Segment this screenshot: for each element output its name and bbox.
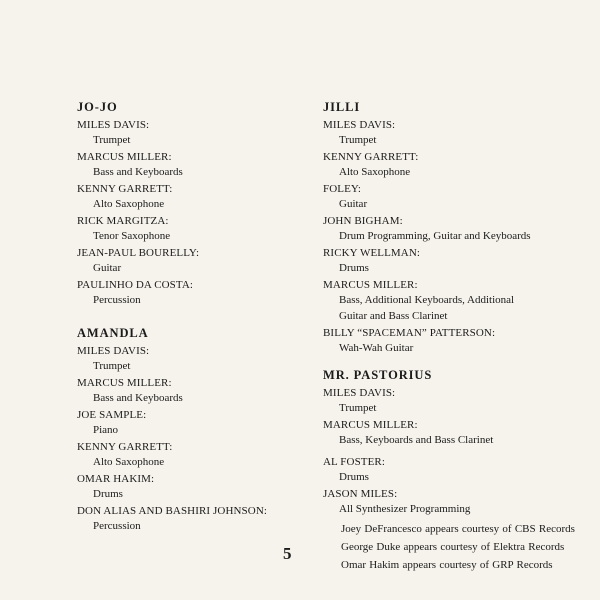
musician-role [77,133,307,149]
credit-entry [77,343,307,375]
musician-name: MILES DAVIS: [323,119,396,131]
musician-name: MARCUS MILLER: [77,376,172,389]
role-line: Percussion [93,519,141,532]
credit-entry [77,213,307,245]
role-line: Drums [93,487,123,500]
role-line: Guitar [93,262,122,274]
musician-name: MARCUS MILLER: [323,279,418,291]
musician-role [77,487,307,503]
musician-name: KENNY GARRETT: [77,440,173,453]
track-title: JO-JO [77,100,118,114]
credit-entry [323,277,593,324]
role-line: Trumpet [339,134,377,146]
role-line: Alto Saxophone [93,198,165,210]
track-section-amandla [77,326,307,535]
credit-entry [77,375,307,407]
credit-entry [77,407,307,439]
musician-role [323,401,593,417]
credit-entry [323,325,593,357]
credit-entry [77,149,307,181]
role-line: Bass, Keyboards and Bass Clarinet [339,434,494,446]
role-line: Trumpet [339,402,377,414]
courtesy-credit-line: Omar Hakim appears courtesy of GRP Records [341,559,553,571]
musician-name: OMAR HAKIM: [77,472,155,485]
role-line: Guitar and Bass Clarinet [339,309,448,322]
role-line: Drums [339,470,369,483]
musician-role [77,261,307,277]
credit-entry [77,439,307,471]
role-line: Trumpet [93,359,131,372]
credit-entry [77,117,307,149]
musician-name: KENNY GARRETT: [77,183,173,195]
musician-role [323,433,593,449]
musician-name: RICK MARGITZA: [77,215,169,227]
musician-name: MARCUS MILLER: [77,151,172,163]
musician-name: JASON MILES: [323,487,398,500]
musician-role [77,293,307,309]
track-section-mr-pastorius [323,368,593,517]
musician-name: BILLY “SPACEMAN” PATTERSON: [323,326,496,339]
credit-entry [323,181,593,213]
track-title: MR. PASTORIUS [323,368,433,382]
musician-role [77,197,307,213]
credit-entry [77,503,307,535]
credit-entry [323,149,593,181]
musician-name: MILES DAVIS: [323,387,396,399]
musician-name: FOLEY: [323,183,362,195]
musician-name: JOE SAMPLE: [77,408,147,421]
role-line: Bass and Keyboards [93,391,183,404]
musician-name: MARCUS MILLER: [323,419,418,431]
role-line: Alto Saxophone [93,455,165,468]
musician-role [323,165,593,181]
track-title: JILLI [323,100,361,114]
role-line: Drum Programming, Guitar and Keyboards [339,230,531,242]
credit-entry [77,245,307,277]
role-line: Guitar [339,198,368,210]
credit-entry [323,417,593,449]
courtesy-credit-line: George Duke appears courtesy of Elektra Records [341,541,565,553]
label-courtesy-credits [323,520,593,574]
credit-entry [323,213,593,245]
musician-role [323,197,593,213]
musician-role [323,293,593,324]
musician-role [323,341,593,357]
musician-name: KENNY GARRETT: [323,151,419,163]
credit-entry [323,454,593,486]
role-line: Trumpet [93,134,131,146]
credit-entry [323,486,593,518]
musician-name: AL FOSTER: [323,455,386,468]
musician-role [77,519,307,535]
left-column [77,100,307,535]
role-line: Wah-Wah Guitar [339,341,414,354]
page-number: 5 [283,544,292,563]
musician-role [77,423,307,439]
musician-role [77,455,307,471]
credit-entry [323,117,593,149]
musician-role [323,229,593,245]
role-line: Drums [339,262,369,274]
musician-role [77,391,307,407]
musician-role [323,261,593,277]
role-line: Piano [93,423,119,436]
musician-name: PAULINHO DA COSTA: [77,279,194,291]
musician-role [77,165,307,181]
musician-name: DON ALIAS AND BASHIRI JOHNSON: [77,504,268,517]
courtesy-credit-line: Joey DeFrancesco appears courtesy of CBS Records [341,523,575,535]
track-section-jilli [323,100,593,356]
musician-role [323,470,593,486]
right-column [323,100,593,574]
role-line: Tenor Saxophone [93,230,171,242]
musician-name: JOHN BIGHAM: [323,215,403,227]
musician-name: JEAN-PAUL BOURELLY: [77,247,200,259]
track-section-jo-jo [77,100,307,309]
role-line: All Synthesizer Programming [339,502,471,515]
musician-role [323,502,593,518]
musician-role [77,359,307,375]
musician-name: MILES DAVIS: [77,344,150,357]
role-line: Alto Saxophone [339,166,411,178]
role-line: Bass and Keyboards [93,166,183,178]
role-line: Percussion [93,294,141,306]
role-line: Bass, Additional Keyboards, Additional [339,294,515,306]
credit-entry [77,181,307,213]
musician-role [323,133,593,149]
credit-entry [77,471,307,503]
musician-name: MILES DAVIS: [77,119,150,131]
credit-entry [323,245,593,277]
track-title: AMANDLA [77,325,149,340]
credit-entry [77,277,307,309]
musician-name: RICKY WELLMAN: [323,247,421,259]
musician-role [77,229,307,245]
credit-entry [323,385,593,417]
